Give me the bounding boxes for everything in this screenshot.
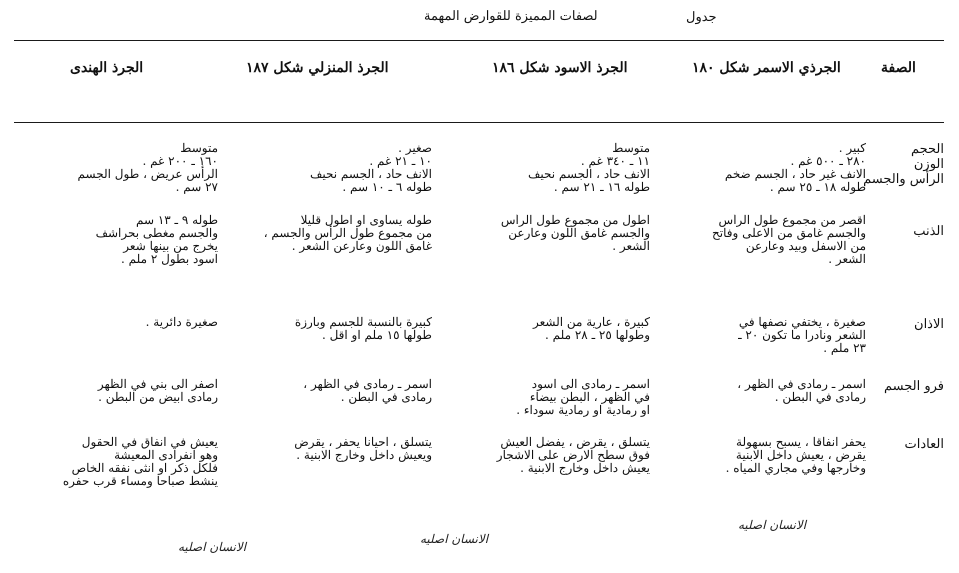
c1-ears <box>660 316 866 355</box>
c3-habits-2: ويعيش داخل وخارج الابنية . <box>296 448 432 462</box>
c4-head-1: الرأس عريض ، طول الجسم <box>77 167 218 181</box>
c1-tail <box>660 214 866 266</box>
c3-tail-3: غامق اللون وعارعن الشعر . <box>291 239 432 253</box>
table-caption: لصفات المميزة للقوارض المهمة <box>424 9 598 24</box>
c1-tail-4: الشعر . <box>828 252 866 266</box>
c2-tail-2: والجسم غامق اللون وعارعن <box>508 226 650 240</box>
c4-ears-1: صغيرة دائرية . <box>145 316 218 329</box>
c1-size-weight-headbody <box>660 142 866 194</box>
c4-fur-2: رمادى ابيض من البطن . <box>98 390 218 404</box>
c1-weight: ٢٨٠ ـ ٥٠٠ غم . <box>790 154 866 168</box>
c2-ears-1: كبيرة ، عارية من الشعر <box>532 316 650 329</box>
c2-ears <box>448 316 650 342</box>
c4-tail <box>18 214 218 266</box>
c4-tail-4: اسود بطول ٢ ملم . <box>121 252 218 266</box>
c1-habits <box>660 436 866 475</box>
c2-fur-2: في الظهر ، البطن بيضاء <box>529 390 650 404</box>
c1-ears-3: ٢٣ ملم . <box>823 341 866 355</box>
c2-tail <box>448 214 650 253</box>
c3-weight: ١٠ ـ ٢١ غم . <box>369 154 432 168</box>
c3-fur-2: رمادى في البطن . <box>340 390 432 404</box>
row-label-size: الحجم <box>910 142 944 157</box>
c2-ears-2: وطولها ٢٥ ـ ٢٨ ملم . <box>545 328 650 342</box>
c1-habits-2: يقرض ، يعيش داخل الابنية <box>735 448 866 462</box>
c3-fur-1: اسمر ـ رمادى في الظهر ، <box>303 378 432 391</box>
c1-ears-1: صغيرة ، يختفي نصفها في <box>738 316 866 329</box>
c3-habits <box>232 436 432 462</box>
header-indian-rat: الجرذ الهندى <box>70 60 144 76</box>
c4-habits-1: يعيش في انفاق في الحقول <box>81 436 218 449</box>
c3-ears-1: كبيرة بالنسبة للجسم وبارزة <box>294 316 432 329</box>
c4-tail-1: طوله ٩ ـ ١٣ سم <box>135 214 218 227</box>
c1-size: كبير . <box>838 142 866 155</box>
c3-tail-2: من مجموع طول الرأس والجسم ، <box>263 226 432 240</box>
c2-size: متوسط <box>612 142 650 155</box>
header-house-mouse: الجرذ المنزلي شكل ١٨٧ <box>246 60 389 76</box>
c2-head-2: طوله ١٦ ـ ٢١ سم . <box>553 180 650 194</box>
row-label-weight: الوزن <box>913 157 944 172</box>
c4-fur <box>18 378 218 404</box>
c1-habits-3: وخارجها وفي مجاري المياه . <box>725 461 866 475</box>
c1-habits-1: يحفر انفاقا ، يسبح بسهولة <box>736 436 866 449</box>
row-label-fur: فرو الجسم <box>883 379 944 394</box>
c3-fur <box>232 378 432 404</box>
c4-tail-2: والجسم مغطى بحراشف <box>95 226 218 240</box>
c4-fur-1: اصفر الى بني في الظهر <box>97 378 218 391</box>
c2-fur <box>448 378 650 417</box>
c4-head-2: ٢٧ سم . <box>175 180 218 194</box>
c2-fur-3: او رمادية او رمادية سوداء . <box>516 403 650 417</box>
c1-signature: الانسان اصليه <box>738 518 807 532</box>
c4-habits-2: وهو انفرادى المعيشة <box>114 448 218 462</box>
c4-weight: ١٦٠ ـ ٢٠٠ غم . <box>142 154 218 168</box>
c2-habits-3: يعيش داخل وخارج الابنية . <box>520 461 650 475</box>
c4-ears <box>18 316 218 329</box>
c1-head-2: طوله ١٨ ـ ٢٥ سم . <box>769 180 866 194</box>
c2-weight: ١١ ـ ٣٤٠ غم . <box>580 154 650 168</box>
c2-tail-1: اطول من مجموع طول الرأس <box>500 214 650 227</box>
c1-fur-2: رمادى في البطن . <box>774 390 866 404</box>
header-brown-rat: الجرذي الاسمر شكل ١٨٠ <box>692 60 841 76</box>
c3-head-2: طوله ٦ ـ ١٠ سم . <box>342 180 432 194</box>
row-label-head-body: الرأس والجسم <box>863 172 944 187</box>
c1-ears-2: الشعر ونادرا ما تكون ٢٠ ـ <box>738 328 866 342</box>
c4-habits-3: فلكل ذكر او انثى نفقه الخاص <box>71 461 218 475</box>
c3-signature: الانسان اصليه <box>178 540 247 554</box>
row-label-tail: الذنب <box>913 224 944 239</box>
c1-fur <box>660 378 866 404</box>
c2-habits-1: يتسلق ، يقرض ، يفضل العيش <box>500 436 650 449</box>
header-black-rat: الجرذ الاسود شكل ١٨٦ <box>492 60 628 76</box>
c2-habits-2: فوق سطح الارض على الاشجار <box>496 448 650 462</box>
c3-size: صغير . <box>398 142 432 155</box>
row-label-habits: العادات <box>904 437 944 452</box>
c4-tail-3: يخرج من بينها شعر <box>123 239 218 253</box>
header-rule <box>14 122 944 123</box>
c3-habits-1: يتسلق ، احيانا يحفر ، يقرض <box>294 436 432 449</box>
top-rule <box>14 40 944 41</box>
c2-fur-1: اسمر ـ رمادى الى اسود <box>531 378 650 391</box>
header-attribute: الصفة <box>881 60 916 76</box>
table-caption-label: جدول <box>686 10 717 25</box>
c3-tail-1: طوله يساوى او اطول قليلا <box>300 214 432 227</box>
row-label-ears: الاذان <box>914 317 944 332</box>
c3-tail <box>232 214 432 253</box>
c2-habits <box>448 436 650 475</box>
c2-size-weight-headbody <box>448 142 650 194</box>
c4-size-weight-headbody <box>18 142 218 194</box>
c3-size-weight-headbody <box>232 142 432 194</box>
c1-tail-1: اقصر من مجموع طول الرأس <box>718 214 866 227</box>
c1-tail-2: والجسم غامق من الاعلى وفاتح <box>712 226 866 240</box>
c2-tail-3: الشعر . <box>612 239 650 253</box>
c4-habits <box>18 436 218 488</box>
c4-habits-4: ينشط صباحا ومساء قرب حفره <box>62 474 218 488</box>
c3-ears <box>232 316 432 342</box>
c3-ears-2: طولها ١٥ ملم او اقل . <box>321 328 432 342</box>
c1-tail-3: من الاسفل وبيد وعارعن <box>745 239 866 253</box>
c1-fur-1: اسمر ـ رمادى في الظهر ، <box>737 378 866 391</box>
c3-head-1: الانف حاد ، الجسم نحيف <box>309 167 432 181</box>
c2-signature: الانسان اصليه <box>420 532 489 546</box>
c1-head-1: الانف غير حاد ، الجسم ضخم <box>724 167 866 181</box>
c2-head-1: الانف حاد ، الجسم نحيف <box>527 167 650 181</box>
c4-size: متوسط <box>180 142 218 155</box>
